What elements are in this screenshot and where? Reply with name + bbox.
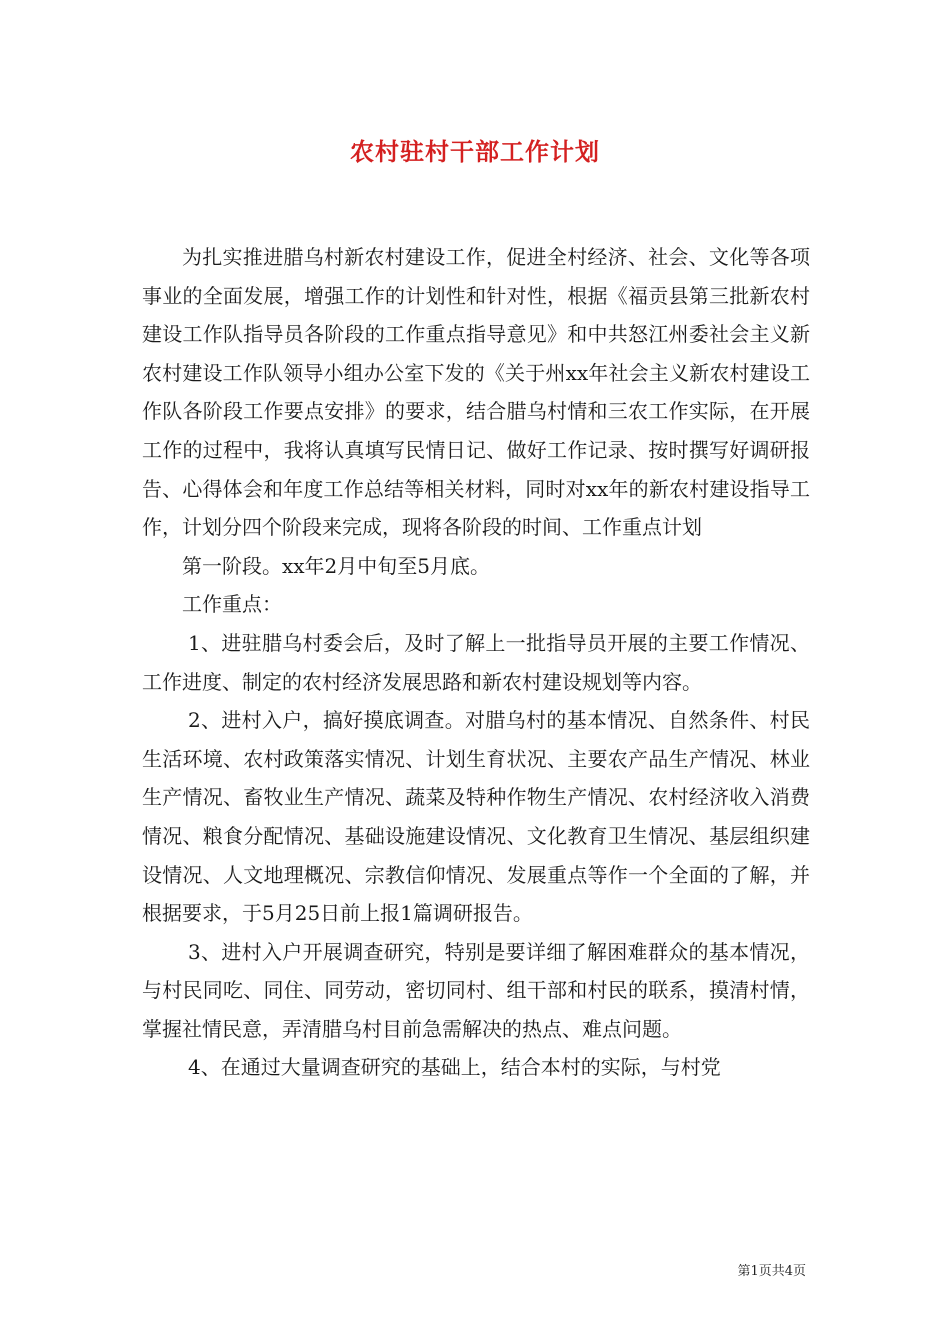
intro-paragraph: 为扎实推进腊乌村新农村建设工作，促进全村经济、社会、文化等各项事业的全面发展，增强工作的计划性和针对性，根据《福贡县第三批新农村建设工作队指导员各阶段的工作重点指导意见》和中共怒江州委社会主义新农村建设工作队领导小组办公室下发的《关于州xx年社会主义新农村建设工作队各阶段工作要点安排》的要求，结合腊乌村情和三农工作实际，在开展工作的过程中，我将认真填写民情日记、做好工作记录、按时撰写好调研报告、心得体会和年度工作总结等相关材料，同时对xx年的新农村建设指导工作，计划分四个阶段来完成，现将各阶段的时间、工作重点计划	[142, 245, 810, 540]
phase-one-heading: 第一阶段。xx年2月中旬至5月底。	[182, 553, 491, 578]
work-item-1: 1、进驻腊乌村委会后，及时了解上一批指导员开展的主要工作情况、工作进度、制定的农村经济发展思路和新农村建设规划等内容。	[142, 630, 810, 694]
page-number-footer: 第1页共4页	[737, 1264, 806, 1279]
work-item-2: 2、进村入户，搞好摸底调查。对腊乌村的基本情况、自然条件、村民生活环境、农村政策落实情况、计划生育状况、主要农产品生产情况、林业生产情况、畜牧业生产情况、蔬菜及特种作物生产情况、农村经济收入消费情况、粮食分配情况、基础设施建设情况、文化教育卫生情况、基层组织建设情况、人文地理概况、宗教信仰情况、发展重点等作一个全面的了解，并根据要求，于5月25日前上报1篇调研报告。	[142, 708, 810, 926]
work-item-4: 4、在通过大量调查研究的基础上，结合本村的实际，与村党	[188, 1055, 721, 1080]
work-focus-label: 工作重点：	[182, 592, 282, 617]
document-title: 农村驻村干部工作计划	[350, 137, 600, 166]
document-body	[142, 238, 810, 1087]
work-item-3: 3、进村入户开展调查研究，特别是要详细了解困难群众的基本情况，与村民同吃、同住、同劳动，密切同村、组干部和村民的联系，摸清村情，掌握社情民意，弄清腊乌村目前急需解决的热点、难点问题。	[142, 939, 810, 1041]
